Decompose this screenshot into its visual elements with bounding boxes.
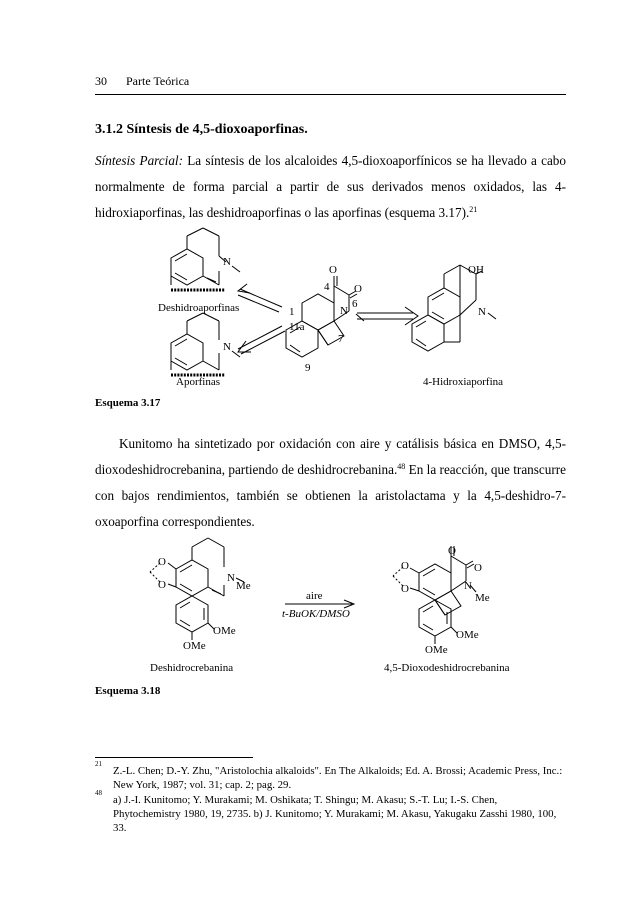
arrow-to-hidroxi <box>357 307 418 325</box>
paragraph-line: normalmente de forma parcial a partir de sus derivados menos oxidados, las 4- <box>95 179 566 194</box>
label-aporfinas: Aporfinas <box>176 376 220 388</box>
running-title: Parte Teórica <box>126 74 190 88</box>
atom-o-left-2: O <box>158 579 166 591</box>
footnote-48: 48 a) J.-I. Kunitomo; Y. Murakami; M. Oshikata; T. Shingu; M. Akasu; S.-T. Lu; I.-S. Chen, Phytochemistry 1980, 19, 2735. b) J. Kunitomo; Y. Murakami; M. Akasu, Yakugaku Zasshi 1980, 100, 33. <box>95 793 566 835</box>
paragraph-line: Kunitomo ha sintetizado por oxidación con aire y catálisis básica en DMSO, 4,5- <box>119 436 566 451</box>
caption-scheme-3-18: Esquema 3.18 <box>95 685 161 697</box>
atom-oh: OH <box>468 264 484 276</box>
text-span: dioxodeshidrocrebanina, partiendo de deshidrocrebanina. <box>95 462 398 477</box>
paragraph-line: con bajos rendimientos, también se obtienen la aristolactama y la 4,5-deshidro-7- <box>95 488 566 503</box>
section-heading: 3.1.2 Síntesis de 4,5-dioxoaporfinas. <box>95 122 308 137</box>
locant-4: 4 <box>324 281 330 293</box>
ome-left-1: OMe <box>213 625 236 637</box>
atom-o-4: O <box>329 264 337 276</box>
caption-scheme-3-17: Esquema 3.17 <box>95 397 161 409</box>
atom-n-hidroxi: N <box>478 306 486 318</box>
paragraph-line <box>95 457 566 483</box>
atom-o-right-2: O <box>401 583 409 595</box>
text-span: hidroxiaporfinas, las deshidroaporfinas o las aporfinas (esquema 3.17). <box>95 205 470 220</box>
atom-n-deshidro: N <box>223 256 231 268</box>
ome-left-2: OMe <box>183 640 206 652</box>
paragraph-kunitomo <box>95 431 566 535</box>
locant-6: 6 <box>352 298 358 310</box>
label-dioxodeshidrocrebanina: 4,5-Dioxodeshidrocrebanina <box>384 662 510 674</box>
arrow-to-deshidro <box>238 284 282 312</box>
atom-n-right: N <box>464 580 472 592</box>
footnote-ref-21[interactable]: 21 <box>469 205 478 214</box>
footnote-ref-48[interactable]: 48 <box>397 462 406 471</box>
arrow-to-aporfina <box>238 326 285 354</box>
label-deshidroaporfinas: Deshidroaporfinas <box>158 302 240 314</box>
lead-term: Síntesis Parcial: <box>95 153 183 168</box>
ome-right-1: OMe <box>456 629 479 641</box>
methyl-right: Me <box>475 592 490 604</box>
atom-n-aporfina: N <box>223 341 231 353</box>
atom-o-5: O <box>354 283 362 295</box>
atom-o-left-1: O <box>158 556 166 568</box>
locant-1: 1 <box>289 306 295 318</box>
atom-n-6: N <box>340 305 348 317</box>
paragraph-line: oxoaporfina correspondientes. <box>95 514 255 529</box>
atom-o-right-1: O <box>401 560 409 572</box>
text-span: La síntesis de los alcaloides 4,5-dioxoaporfínicos se ha llevado a cabo <box>187 153 566 168</box>
atom-o-right-4: O <box>448 545 456 557</box>
label-hidroxiaporfina: 4-Hidroxiaporfina <box>423 376 504 388</box>
locant-9: 9 <box>305 362 311 374</box>
locant-7: 7 <box>338 333 344 345</box>
methyl-left: Me <box>236 580 251 592</box>
atom-n-left: N <box>227 572 235 584</box>
locant-11a: 11a <box>289 321 305 333</box>
reagent-aire: aire <box>306 590 323 602</box>
label-deshidrocrebanina: Deshidrocrebanina <box>150 662 234 674</box>
atom-o-right-5: O <box>474 562 482 574</box>
footnote-text: Z.-L. Chen; D.-Y. Zhu, "Aristolochia alkaloids". En The Alkaloids; Ed. A. Brossi; Academic Press, Inc.: New York, 1987; vol. 31; cap. 2; pag. 29. <box>113 765 563 791</box>
page-number: 30 <box>95 74 107 88</box>
reagent-tbuok: t-BuOK/DMSO <box>282 608 350 620</box>
footnote-text: a) J.-I. Kunitomo; Y. Murakami; M. Oshikata; T. Shingu; M. Akasu; S.-T. Lu; I.-S. Chen, Phytochemistry 1980, 19, 2735. b) J. Kunitomo; Y. Murakami; M. Akasu, Yakugaku Zasshi 1980, 100, 33. <box>113 794 557 834</box>
footnote-rule <box>95 757 253 758</box>
text-span: En la reacción, que transcurre <box>405 462 566 477</box>
footnote-21: 21 Z.-L. Chen; D.-Y. Zhu, "Aristolochia alkaloids". En The Alkaloids; Ed. A. Brossi; Academic Press, Inc.: New York, 1987; vol. 31; cap. 2; pag. 29. <box>95 764 566 792</box>
ome-right-2: OMe <box>425 644 448 656</box>
